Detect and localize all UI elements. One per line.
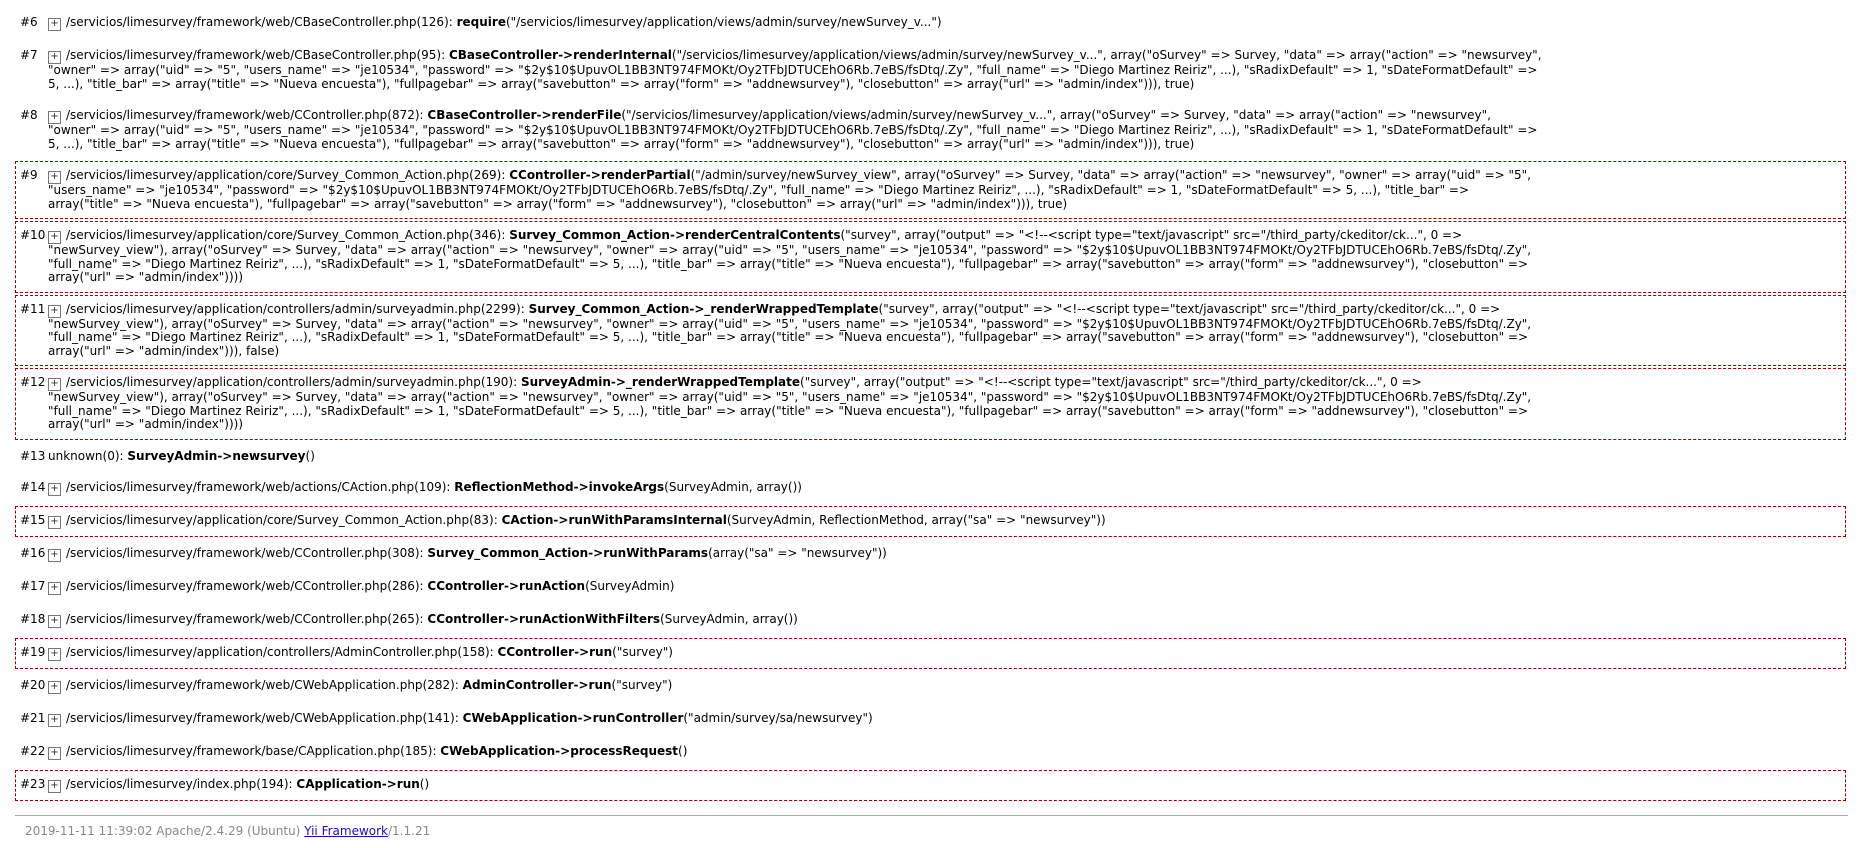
frame-text [48, 547, 1542, 562]
expand-plus-icon[interactable]: + [48, 747, 61, 760]
frame-file-path: /servicios/limesurvey/framework/web/actions/CAction.php(109): [66, 480, 455, 494]
frame-number: #12 [20, 375, 46, 389]
frame-arguments: ("/servicios/limesurvey/application/views/admin/survey/newSurvey_v...", array("oSurvey" => Survey, "data" => array("action" => "newsurvey", "owner" => array("uid" => "5", "users_name" => "je10534", "password" => "$2y$10$UpuvOL1BB3NT974FMOKt/Oy2TFbJDTUCEhO6Rb.7eBS/fsDtq/.Zy", "full_name" => "Diego Martinez Reiriz", ...), "sRadixDefault" => 1, "sDateFormatDefault" => 5, ...), "title_bar" => array("title" => "Nueva encuesta"), "fullpagebar" => array("savebutton" => array("form" => "addnewsurvey"), "closebutton" => array("url" => "admin/index"))), true) [48, 108, 1538, 151]
frame-function-name: CWebApplication->processRequest [440, 744, 679, 758]
frame-function-name: require [456, 15, 506, 29]
stack-frame [15, 101, 1846, 159]
frame-arguments: (SurveyAdmin, array()) [660, 612, 798, 626]
frame-arguments: ("survey", array("output" => "<!--<script type="text/javascript" src="/third_party/ckeditor/ck...", 0 => "newSurvey_view"), array("oSurvey" => Survey, "data" => array("action" => "newsurvey", "owner" => array("uid" => "5", "users_name" => "je10534", "password" => "$2y$10$UpuvOL1BB3NT974FMOKt/Oy2TFbJDTUCEhO6Rb.7eBS/fsDtq/.Zy", "full_name" => "Diego Martinez Reiriz", ...), "sRadixDefault" => 1, "sDateFormatDefault" => 5, ...), "title_bar" => array("title" => "Nueva encuesta"), "fullpagebar" => array("savebutton" => array("form" => "addnewsurvey"), "closebutton" => array("url" => "admin/index")))) [48, 375, 1532, 431]
frame-function-name: CBaseController->renderInternal [448, 48, 672, 62]
frame-file-path: /servicios/limesurvey/index.php(194): [66, 777, 297, 791]
frame-function-name: AdminController->run [462, 678, 612, 692]
expand-plus-icon[interactable]: + [48, 483, 61, 496]
frame-function-name: Survey_Common_Action->renderCentralContents [509, 228, 841, 242]
frame-function-name: CController->runActionWithFilters [427, 612, 661, 626]
frame-arguments: ("survey", array("output" => "<!--<script type="text/javascript" src="/third_party/ckeditor/ck...", 0 => "newSurvey_view"), array("oSurvey" => Survey, "data" => array("action" => "newsurvey", "owner" => array("uid" => "5", "users_name" => "je10534", "password" => "$2y$10$UpuvOL1BB3NT974FMOKt/Oy2TFbJDTUCEhO6Rb.7eBS/fsDtq/.Zy", "full_name" => "Diego Martinez Reiriz", ...), "sRadixDefault" => 1, "sDateFormatDefault" => 5, ...), "title_bar" => array("title" => "Nueva encuesta"), "fullpagebar" => array("savebutton" => array("form" => "addnewsurvey"), "closebutton" => array("url" => "admin/index")))) [48, 228, 1532, 284]
frame-function-name: CAction->runWithParamsInternal [501, 513, 727, 527]
frame-function-name: ReflectionMethod->invokeArgs [454, 480, 665, 494]
frame-number: #15 [20, 513, 46, 527]
frame-arguments: ("survey") [612, 645, 673, 659]
frame-text [48, 679, 1542, 694]
frame-text [48, 169, 1542, 211]
frame-file-path: unknown(0): [48, 448, 128, 463]
frame-file-path: /servicios/limesurvey/framework/web/CController.php(265): [66, 612, 428, 626]
expand-plus-icon[interactable]: + [48, 171, 61, 184]
frame-text [48, 229, 1542, 285]
frame-arguments: ("/servicios/limesurvey/application/views/admin/survey/newSurvey_v...") [505, 15, 942, 29]
frame-arguments: ("survey", array("output" => "<!--<script type="text/javascript" src="/third_party/ckeditor/ck...", 0 => "newSurvey_view"), array("oSurvey" => Survey, "data" => array("action" => "newsurvey", "owner" => array("uid" => "5", "users_name" => "je10534", "password" => "$2y$10$UpuvOL1BB3NT974FMOKt/Oy2TFbJDTUCEhO6Rb.7eBS/fsDtq/.Zy", "full_name" => "Diego Martinez Reiriz", ...), "sRadixDefault" => 1, "sDateFormatDefault" => 5, ...), "title_bar" => array("title" => "Nueva encuesta"), "fullpagebar" => array("savebutton" => array("form" => "addnewsurvey"), "closebutton" => array("url" => "admin/index"))), false) [48, 301, 1532, 358]
frame-function-name: CController->run [497, 645, 613, 659]
expand-plus-icon[interactable]: + [48, 681, 61, 694]
page-footer [15, 815, 1848, 848]
frame-text [48, 745, 1542, 760]
frame-number: #7 [20, 48, 38, 62]
frame-number: #21 [20, 711, 46, 725]
frame-number: #20 [20, 678, 46, 692]
frame-text [48, 514, 1542, 529]
frame-number: #13 [20, 448, 46, 463]
frame-text [48, 481, 1542, 496]
footer-version: /1.1.21 [388, 824, 431, 838]
frame-text [48, 450, 1542, 464]
yii-framework-link[interactable]: Yii Framework [304, 824, 388, 838]
frame-number: #19 [20, 645, 46, 659]
expand-plus-icon[interactable]: + [48, 51, 61, 64]
frame-arguments: ("admin/survey/sa/newsurvey") [683, 711, 873, 725]
expand-plus-icon[interactable]: + [48, 714, 61, 727]
frame-number: #11 [20, 301, 46, 316]
frame-function-name: CApplication->run [296, 777, 420, 791]
frame-text [48, 303, 1542, 359]
stack-frame [15, 605, 1846, 636]
frame-arguments: ("/servicios/limesurvey/application/views/admin/survey/newSurvey_v...", array("oSurvey" => Survey, "data" => array("action" => "newsurvey", "owner" => array("uid" => "5", "users_name" => "je10534", "password" => "$2y$10$UpuvOL1BB3NT974FMOKt/Oy2TFbJDTUCEhO6Rb.7eBS/fsDtq/.Zy", "full_name" => "Diego Martinez Reiriz", ...), "sRadixDefault" => 1, "sDateFormatDefault" => 5, ...), "title_bar" => array("title" => "Nueva encuesta"), "fullpagebar" => array("savebutton" => array("form" => "addnewsurvey"), "closebutton" => array("url" => "admin/index"))), true) [48, 48, 1542, 91]
frame-function-name: CBaseController->renderFile [427, 108, 622, 122]
frame-arguments: ("survey") [611, 678, 673, 692]
frame-number: #16 [20, 546, 46, 560]
expand-plus-icon[interactable]: + [48, 582, 61, 595]
frame-file-path: /servicios/limesurvey/application/controllers/admin/surveyadmin.php(2299): [66, 301, 529, 316]
frame-text [48, 778, 1542, 793]
frame-number: #6 [20, 15, 38, 29]
expand-plus-icon[interactable]: + [48, 305, 61, 318]
stack-frame [15, 506, 1846, 537]
stack-frame [15, 473, 1846, 504]
frame-number: #14 [20, 480, 46, 494]
frame-number: #22 [20, 744, 46, 758]
stack-frame [15, 41, 1846, 99]
frame-text [48, 16, 1542, 31]
stack-frame [15, 572, 1846, 603]
stack-frame [15, 704, 1846, 735]
footer-server: Apache/2.4.29 (Ubuntu) [156, 824, 301, 838]
expand-plus-icon[interactable]: + [48, 378, 61, 391]
frame-file-path: /servicios/limesurvey/framework/base/CApplication.php(185): [66, 744, 441, 758]
stack-frame [15, 161, 1846, 219]
frame-number: #17 [20, 579, 46, 593]
frame-arguments: (array("sa" => "newsurvey")) [708, 546, 887, 560]
frame-arguments: () [305, 448, 315, 463]
frame-number: #23 [20, 777, 46, 791]
frame-file-path: /servicios/limesurvey/framework/web/CController.php(872): [66, 108, 428, 122]
frame-function-name: SurveyAdmin->newsurvey [127, 448, 306, 463]
expand-plus-icon[interactable]: + [48, 18, 61, 31]
frame-arguments: () [419, 777, 430, 791]
stack-frame [15, 638, 1846, 669]
frame-file-path: /servicios/limesurvey/application/core/Survey_Common_Action.php(83): [66, 513, 502, 527]
stack-frame [15, 442, 1846, 472]
frame-arguments: (SurveyAdmin, ReflectionMethod, array("sa" => "newsurvey")) [726, 513, 1106, 527]
frame-function-name: CWebApplication->runController [462, 711, 684, 725]
frame-file-path: /servicios/limesurvey/framework/web/CController.php(308): [66, 546, 428, 560]
frame-function-name: CController->runAction [427, 579, 586, 593]
frame-file-path: /servicios/limesurvey/framework/web/CBaseController.php(95): [66, 48, 449, 62]
stack-frame [15, 539, 1846, 570]
stack-frame [15, 368, 1846, 440]
frame-text [48, 580, 1542, 595]
frame-file-path: /servicios/limesurvey/application/core/Survey_Common_Action.php(346): [66, 228, 510, 242]
frame-number: #18 [20, 612, 46, 626]
expand-plus-icon[interactable]: + [48, 231, 61, 244]
frame-file-path: /servicios/limesurvey/framework/web/CWebApplication.php(282): [66, 678, 463, 692]
frame-function-name: CController->renderPartial [509, 168, 691, 182]
frame-file-path: /servicios/limesurvey/application/controllers/AdminController.php(158): [66, 645, 498, 659]
expand-plus-icon[interactable]: + [48, 111, 61, 124]
frame-number: #9 [20, 168, 38, 182]
frame-file-path: /servicios/limesurvey/application/core/Survey_Common_Action.php(269): [66, 168, 510, 182]
frame-text [48, 646, 1542, 661]
frame-arguments: (SurveyAdmin, array()) [664, 480, 802, 494]
frame-file-path: /servicios/limesurvey/application/controllers/admin/surveyadmin.php(190): [66, 375, 521, 389]
frame-number: #8 [20, 108, 38, 122]
frame-text [48, 109, 1542, 151]
frame-file-path: /servicios/limesurvey/framework/web/CController.php(286): [66, 579, 428, 593]
expand-plus-icon[interactable]: + [48, 516, 61, 529]
expand-plus-icon[interactable]: + [48, 780, 61, 793]
expand-plus-icon[interactable]: + [48, 648, 61, 661]
frame-function-name: Survey_Common_Action->runWithParams [427, 546, 709, 560]
stack-frame [15, 770, 1846, 801]
frame-file-path: /servicios/limesurvey/framework/web/CBaseController.php(126): [66, 15, 457, 29]
footer-timestamp: 2019-11-11 11:39:02 [25, 824, 153, 838]
frame-text [48, 49, 1542, 91]
frame-text [48, 712, 1542, 727]
frame-arguments: ("/admin/survey/newSurvey_view", array("oSurvey" => Survey, "data" => array("action" => "newsurvey", "owner" => array("uid" => "5", "users_name" => "je10534", "password" => "$2y$10$UpuvOL1BB3NT974FMOKt/Oy2TFbJDTUCEhO6Rb.7eBS/fsDtq/.Zy", "full_name" => "Diego Martinez Reiriz", ...), "sRadixDefault" => 1, "sDateFormatDefault" => 5, ...), "title_bar" => array("title" => "Nueva encuesta"), "fullpagebar" => array("savebutton" => array("form" => "addnewsurvey"), "closebutton" => array("url" => "admin/index"))), true) [48, 168, 1531, 211]
frame-number: #10 [20, 228, 46, 242]
stack-frame [15, 221, 1846, 293]
frame-function-name: Survey_Common_Action->_renderWrappedTemplate [528, 301, 879, 316]
frame-arguments: (SurveyAdmin) [585, 579, 675, 593]
stack-frame [15, 8, 1846, 39]
expand-plus-icon[interactable]: + [48, 549, 61, 562]
stack-frame [15, 737, 1846, 768]
frame-function-name: SurveyAdmin->_renderWrappedTemplate [520, 375, 801, 389]
frame-file-path: /servicios/limesurvey/framework/web/CWebApplication.php(141): [66, 711, 463, 725]
expand-plus-icon[interactable]: + [48, 615, 61, 628]
frame-arguments: () [678, 744, 688, 758]
frame-text [48, 376, 1542, 432]
stack-frame [15, 295, 1846, 367]
stack-frame [15, 671, 1846, 702]
frame-text [48, 613, 1542, 628]
